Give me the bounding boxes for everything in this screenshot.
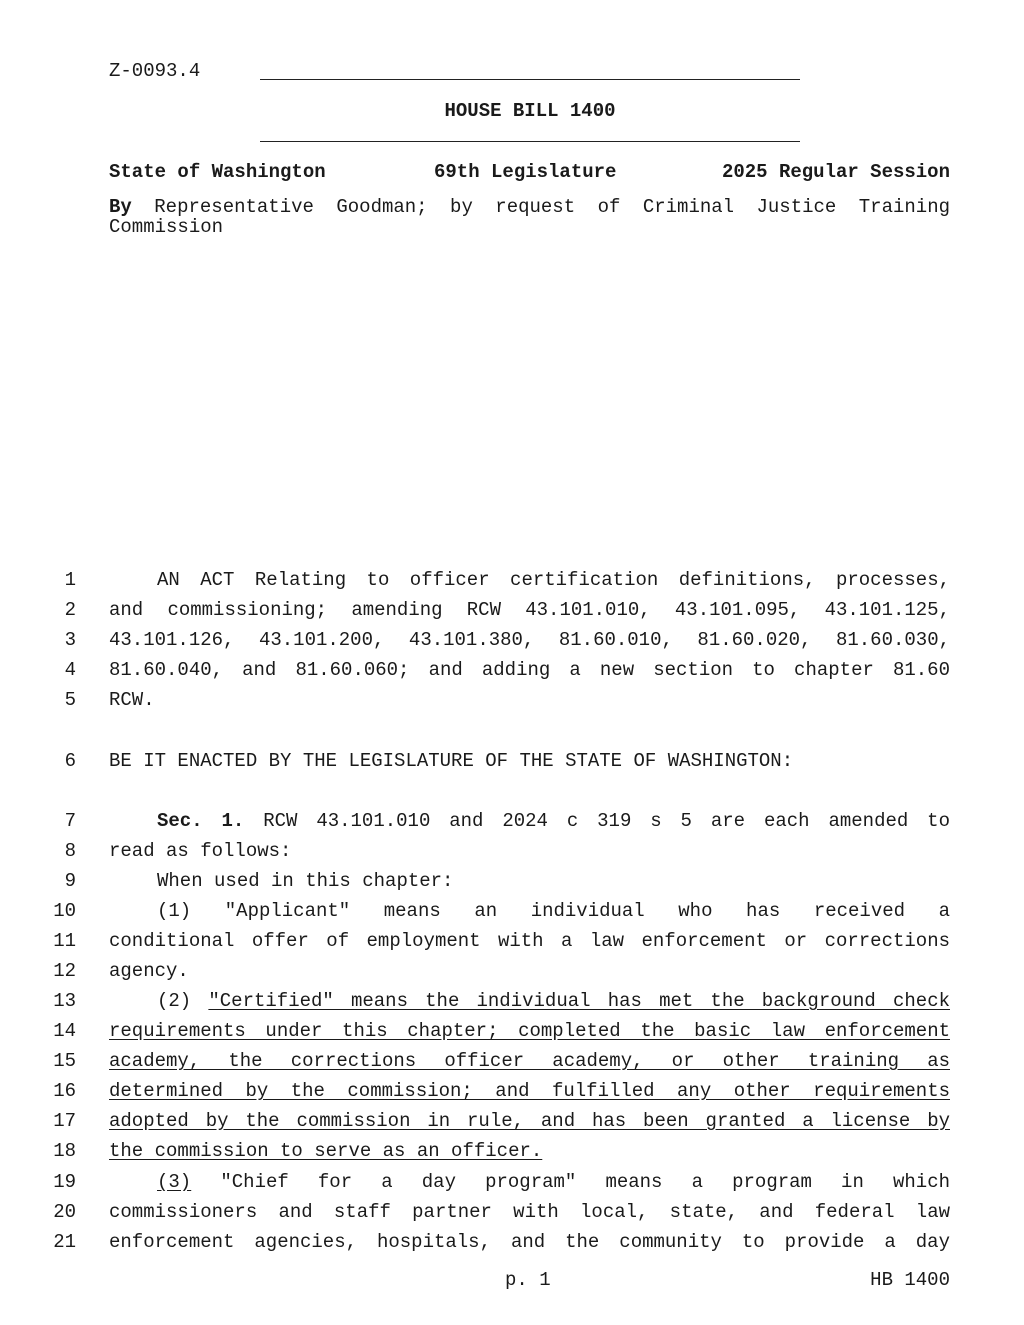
text: AN ACT Relating to officer certification definitions, processes, <box>157 569 950 591</box>
bill-line <box>0 685 1024 715</box>
line-number: 5 <box>64 689 76 711</box>
text: read as follows: <box>109 840 292 862</box>
text: and commissioning; amending RCW 43.101.010, 43.101.095, 43.101.125, <box>109 599 950 621</box>
title-rule-top <box>260 79 800 80</box>
line-number: 17 <box>53 1110 76 1132</box>
line-number: 18 <box>53 1140 76 1162</box>
line-text <box>109 806 950 836</box>
bill-line <box>0 1197 1024 1227</box>
bill-line <box>0 926 1024 956</box>
text: When used in this chapter: <box>157 870 454 892</box>
inserted-text: the commission to serve as an officer. <box>109 1140 543 1162</box>
text: conditional offer of employment with a law enforcement or corrections <box>109 930 950 952</box>
line-text <box>109 1167 950 1197</box>
text: enforcement agencies, hospitals, and the community to provide a day <box>109 1231 950 1253</box>
inserted-text: determined by the commission; and fulfilled any other requirements <box>109 1080 950 1102</box>
bill-title: HOUSE BILL 1400 <box>444 100 616 122</box>
inserted-text: "Certified" means the individual has met the background check <box>208 990 950 1012</box>
line-number: 19 <box>53 1171 76 1193</box>
line-text <box>109 655 950 685</box>
bill-line <box>0 956 1024 986</box>
sponsor-by: By <box>109 196 132 218</box>
legislature-label: 69th Legislature <box>434 161 617 183</box>
bill-line <box>0 896 1024 926</box>
line-text <box>109 836 950 866</box>
line-number: 21 <box>53 1231 76 1253</box>
line-text <box>109 926 950 956</box>
text: 81.60.040, and 81.60.060; and adding a new section to chapter 81.60 <box>109 659 950 681</box>
text: RCW. <box>109 689 155 711</box>
line-number: 16 <box>53 1080 76 1102</box>
line-number: 12 <box>53 960 76 982</box>
line-text <box>109 1106 950 1136</box>
line-text <box>109 1076 950 1106</box>
inserted-subsection-number: (3) <box>157 1171 192 1193</box>
line-text <box>109 565 950 595</box>
bill-line <box>0 866 1024 896</box>
text: "Chief for a day program" means a program in which <box>220 1171 951 1193</box>
line-number: 2 <box>64 599 76 621</box>
bill-reference: HB 1400 <box>870 1269 950 1291</box>
bill-line <box>0 1136 1024 1166</box>
bill-line <box>0 986 1024 1016</box>
line-text <box>109 625 950 655</box>
page-number: p. 1 <box>505 1269 551 1291</box>
line-number: 10 <box>53 900 76 922</box>
line-number: 9 <box>64 870 76 892</box>
line-number: 11 <box>53 930 76 952</box>
sponsor-line-1 <box>109 197 950 217</box>
line-number: 4 <box>64 659 76 681</box>
bill-line <box>0 806 1024 836</box>
inserted-text: adopted by the commission in rule, and has been granted a license by <box>109 1110 950 1132</box>
bill-line <box>0 1016 1024 1046</box>
line-text <box>109 1046 950 1076</box>
session-label: 2025 Regular Session <box>721 161 950 183</box>
line-number: 6 <box>64 750 76 772</box>
inserted-text: requirements under this chapter; completed the basic law enforcement <box>109 1020 950 1042</box>
bill-line <box>0 1227 1024 1257</box>
line-text <box>109 595 950 625</box>
bill-line <box>0 625 1024 655</box>
bill-line <box>0 1106 1024 1136</box>
bill-line <box>0 836 1024 866</box>
line-text <box>109 896 950 926</box>
bill-line <box>0 595 1024 625</box>
line-text <box>109 956 950 986</box>
line-number: 15 <box>53 1050 76 1072</box>
text: (1) "Applicant" means an individual who has received a <box>157 900 950 922</box>
bill-line <box>0 655 1024 685</box>
sponsor-block <box>109 197 950 237</box>
bill-line <box>0 1046 1024 1076</box>
line-number: 20 <box>53 1201 76 1223</box>
bill-line <box>0 1167 1024 1197</box>
line-text <box>109 746 950 776</box>
inserted-text: academy, the corrections officer academy, or other training as <box>109 1050 950 1072</box>
subsection-number: (2) <box>157 990 209 1012</box>
line-number: 1 <box>64 569 76 591</box>
text: 43.101.126, 43.101.200, 43.101.380, 81.60.010, 81.60.020, 81.60.030, <box>109 629 950 651</box>
bill-line <box>0 1076 1024 1106</box>
line-number: 14 <box>53 1020 76 1042</box>
text: RCW 43.101.010 and 2024 c 319 s 5 are each amended to <box>263 810 950 832</box>
bill-line <box>0 746 1024 776</box>
sponsor-line-2: Commission <box>109 216 224 238</box>
text: agency. <box>109 960 189 982</box>
document-code: Z-0093.4 <box>109 60 201 82</box>
line-number: 13 <box>53 990 76 1012</box>
line-text <box>109 1016 950 1046</box>
line-number: 7 <box>64 810 76 832</box>
line-number: 3 <box>64 629 76 651</box>
text: commissioners and staff partner with local, state, and federal law <box>109 1201 950 1223</box>
line-text <box>109 1136 950 1166</box>
line-text <box>109 866 950 896</box>
line-text <box>109 1197 950 1227</box>
sponsor-text: Representative Goodman; by request of Criminal Justice Training <box>154 196 950 218</box>
line-text <box>109 986 950 1016</box>
line-text <box>109 1227 950 1257</box>
state-label: State of Washington <box>109 161 326 183</box>
line-number: 8 <box>64 840 76 862</box>
text: BE IT ENACTED BY THE LEGISLATURE OF THE STATE OF WASHINGTON: <box>109 750 794 772</box>
title-rule-bottom <box>260 141 800 142</box>
bill-line <box>0 565 1024 595</box>
section-heading: Sec. 1. <box>157 810 245 832</box>
line-text <box>109 685 950 715</box>
